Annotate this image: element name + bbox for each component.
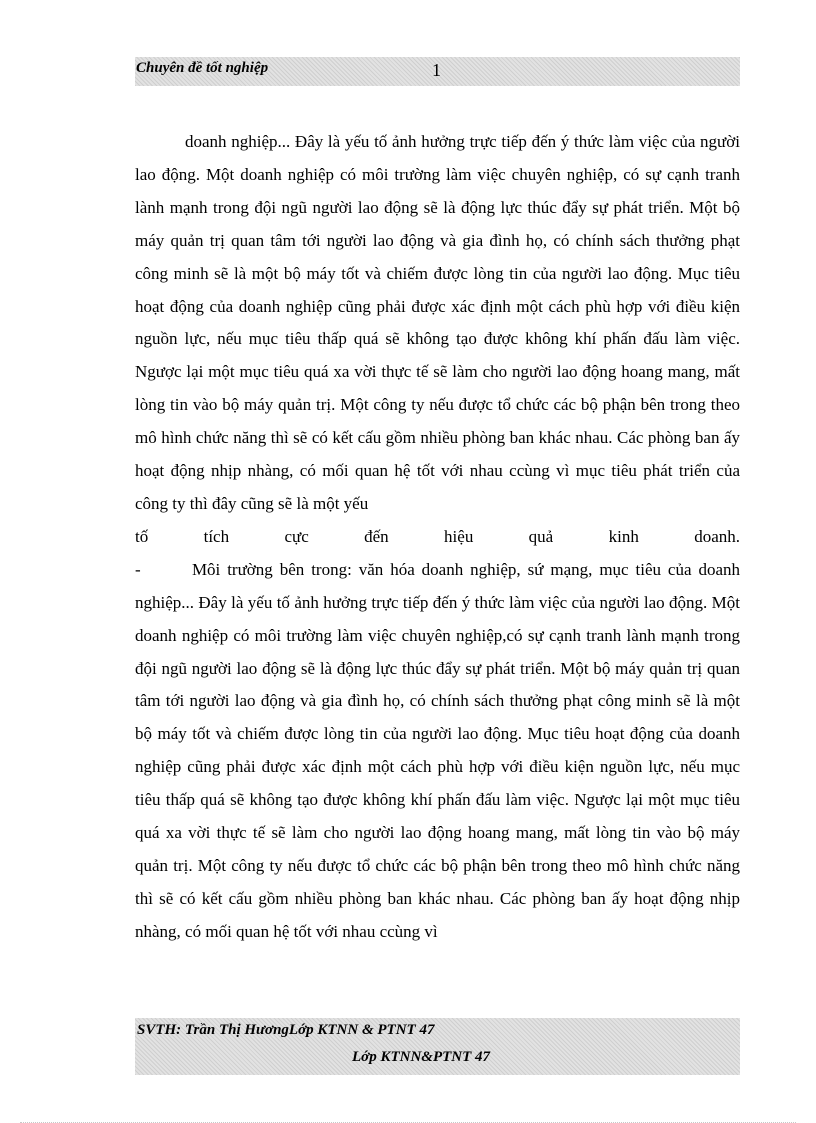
bullet-item (135, 554, 740, 949)
bullet-first-line-wrap: Môi trường bên trong: văn hóa doanh nghiệp, sứ mạng, mục tiêu của doanh nghiệp... Đây là yếu tố ảnh hưởng trực tiếp đến ý thức làm việc của người lao động. Một doanh nghiệp có môi trường làm việc chuyên nghiệp,có sự cạnh tranh lành mạnh trong đội ngũ người lao động sẽ là động lực thúc đẩy sự phát triển. Một bộ máy quản trị quan tâm tới người lao động và gia đình họ, có chính sách thưởng phạt công minh sẽ là một bộ máy tốt và chiếm được lòng tin của người lao động. Mục tiêu hoạt động của doanh nghiệp cũng phải được xác định một cách phù hợp với điều kiện nguồn lực, nếu mục tiêu thấp quá sẽ không tạo được không khí phấn đấu làm việc. Ngược lại một mục tiêu quá xa vời thực tế sẽ làm cho người lao động hoang mang, mất lòng tin vào bộ máy quản trị. Một công ty nếu được tổ chức các bộ phận bên trong theo mô hình chức năng thì sẽ có kết cấu gồm nhiều phòng ban khác nhau. Các phòng ban ấy hoạt động nhịp nhàng, có mối quan hệ tốt với nhau ccùng vì (135, 559, 741, 941)
page-number: 1 (432, 60, 441, 80)
bullet-dash: - (135, 559, 141, 579)
page-header (135, 57, 740, 86)
document-body (135, 126, 740, 949)
footer-author-line: SVTH: Trần Thị HươngLớp KTNN & PTNT 47 (137, 1022, 435, 1038)
page-footer (135, 1018, 740, 1075)
footer-class-line: Lớp KTNN&PTNT 47 (352, 1049, 491, 1065)
header-title: Chuyên đề tốt nghiệp (136, 60, 269, 76)
paragraph-1: doanh nghiệp... Đây là yếu tố ảnh hưởng trực tiếp đến ý thức làm việc của người lao động. Một doanh nghiệp có môi trường làm việc chuyên nghiệp, có sự cạnh tranh lành mạnh trong đội ngũ người lao động sẽ là động lực thúc đẩy sự phát triển. Một bộ máy quản trị quan tâm tới người lao động và gia đình họ, có chính sách thưởng phạt công minh sẽ là một bộ máy tốt và chiếm được lòng tin của người lao động. Mục tiêu hoạt động của doanh nghiệp cũng phải được xác định một cách phù hợp với điều kiện nguồn lực, nếu mục tiêu thấp quá sẽ không tạo được không khí phấn đấu làm việc. Ngược lại một mục tiêu quá xa vời thực tế sẽ làm cho người lao động hoang mang, mất lòng tin vào bộ máy quản trị. Một công ty nếu được tổ chức các bộ phận bên trong theo mô hình chức năng thì sẽ có kết cấu gồm nhiều phòng ban khác nhau. Các phòng ban ấy hoạt động nhịp nhàng, có mối quan hệ tốt với nhau ccùng vì mục tiêu phát triển của công ty thì đây cũng sẽ là một yếu (135, 132, 740, 513)
paragraph-1-last-line: tố tích cực đến hiệu quả kinh doanh. (135, 526, 740, 546)
